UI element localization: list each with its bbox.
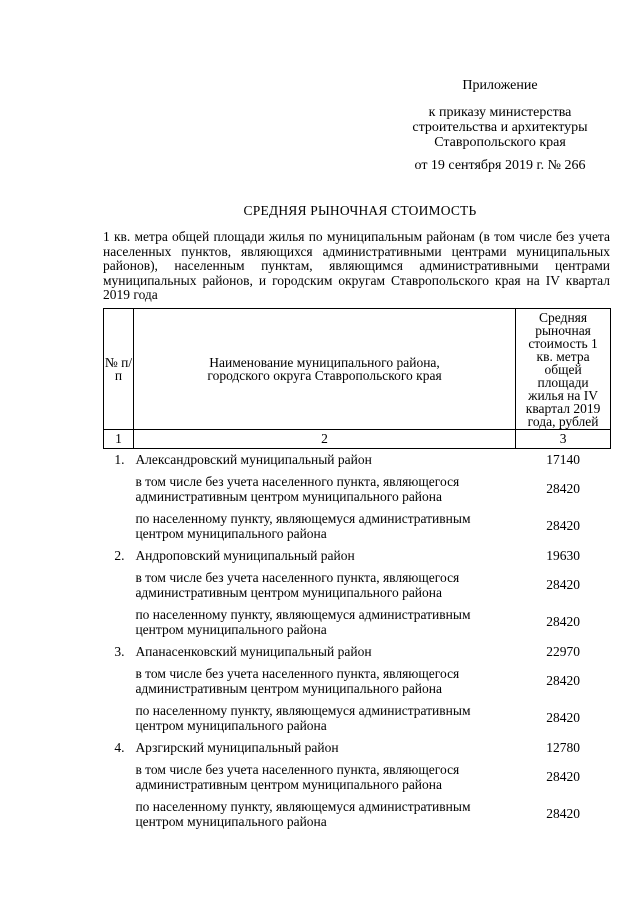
row-number: 1. xyxy=(114,451,125,467)
subrow-value: 28420 xyxy=(546,518,580,533)
table-row xyxy=(104,471,611,508)
district-name: Александровский муниципальный район xyxy=(135,452,372,468)
subrow-excluding-center: в том числе без учета населенного пункта, являющегося административным центром муниципального района xyxy=(135,570,460,600)
table-row xyxy=(104,449,611,471)
appendix-title: Приложение xyxy=(462,78,538,93)
district-value: 22970 xyxy=(546,643,580,659)
column-numbers-row xyxy=(104,430,611,449)
district-value: 19630 xyxy=(546,547,580,563)
subrow-value: 28420 xyxy=(546,769,580,784)
appendix-date: от 19 сентября 2019 г. № 266 xyxy=(414,158,586,173)
appendix-line-1: к приказу министерства xyxy=(428,105,572,120)
subrow-value: 28420 xyxy=(546,577,580,592)
document-subtitle: 1 кв. метра общей площади жилья по муниципальным районам (в том числе без учета населенных пунктов, являющихся административными центрами муниципальных районов), населенным пунктам, являющимся административными центрами муниципальных районов, и городским округам Ставропольского края на IV квартал 2019 года xyxy=(103,229,610,302)
subrow-value: 28420 xyxy=(546,673,580,688)
row-number: 4. xyxy=(114,739,125,755)
subrow-value: 28420 xyxy=(546,710,580,725)
subrow-center: по населенному пункту, являющемуся административным центром муниципального района xyxy=(135,799,471,829)
document-title: СРЕДНЯЯ РЫНОЧНАЯ СТОИМОСТЬ xyxy=(243,203,477,218)
table-row xyxy=(104,641,611,663)
appendix-line-3: Ставропольского края xyxy=(434,135,566,150)
district-name: Апанасенковский муниципальный район xyxy=(135,644,372,659)
subrow-excluding-center: в том числе без учета населенного пункта, являющегося административным центром муниципального района xyxy=(135,474,460,504)
column-number: 2 xyxy=(133,430,515,449)
table-row xyxy=(104,759,611,796)
appendix-reference xyxy=(400,105,600,150)
subrow-excluding-center: в том числе без учета населенного пункта, являющегося административным центром муниципального района xyxy=(135,762,460,792)
district-name: Андроповский муниципальный район xyxy=(135,548,355,563)
subrow-center: по населенному пункту, являющемуся административным центром муниципального района xyxy=(135,703,471,733)
table-row xyxy=(104,545,611,567)
header-name: Наименование муниципального района, городского округа Ставропольского края xyxy=(133,309,515,430)
column-number: 3 xyxy=(516,430,611,449)
header-number: № п/п xyxy=(104,309,134,430)
subrow-value: 28420 xyxy=(546,614,580,629)
subrow-center: по населенному пункту, являющемуся административным центром муниципального района xyxy=(135,511,471,541)
table-row xyxy=(104,700,611,737)
table-header-row xyxy=(104,309,611,430)
subrow-value: 28420 xyxy=(546,806,580,821)
header-value: Средняя рыночная стоимость 1 кв. метра общей площади жилья на IV квартал 2019 года, рублей xyxy=(516,309,611,430)
column-number: 1 xyxy=(104,430,134,449)
district-value: 12780 xyxy=(546,739,580,755)
table-row xyxy=(104,737,611,759)
table-row xyxy=(104,508,611,545)
district-value: 17140 xyxy=(546,451,580,467)
subrow-excluding-center: в том числе без учета населенного пункта, являющегося административным центром муниципального района xyxy=(135,666,460,696)
row-number: 2. xyxy=(114,547,125,563)
table-row xyxy=(104,663,611,700)
appendix-line-2: строительства и архитектуры xyxy=(412,120,588,135)
row-number: 3. xyxy=(114,643,125,659)
table-row xyxy=(104,567,611,604)
price-table xyxy=(103,308,611,833)
subrow-center: по населенному пункту, являющемуся административным центром муниципального района xyxy=(135,607,471,637)
table-row xyxy=(104,796,611,833)
district-name: Арзгирский муниципальный район xyxy=(135,740,339,755)
subrow-value: 28420 xyxy=(546,481,580,496)
table-row xyxy=(104,604,611,641)
